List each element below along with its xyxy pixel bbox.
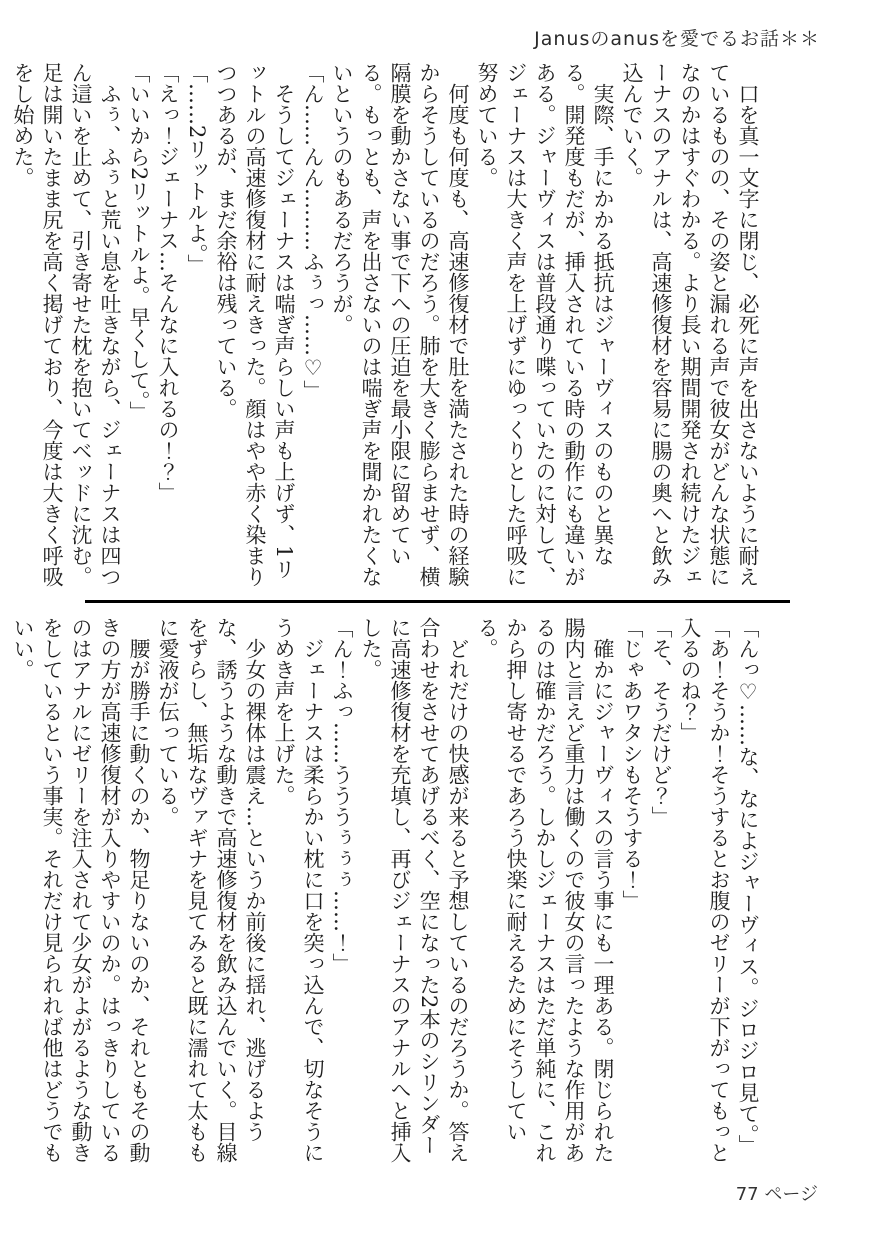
paragraph: どれだけの快感が来ると予想しているのだろうか。答え合わせをさせてあげるべく、空になった2本のシリンダーに高速修復材を充填し、再びジェーナスのアナルへと挿入した。	[359, 617, 470, 1163]
paragraph: 「そ、そうだけど？」	[649, 617, 673, 827]
paragraph: 確かにジャーヴィスの言う事にも一理ある。閉じられた腸内と言えど重力は働くので彼女の言ったような作用があるのは確かだろう。しかしジェーナスはただ単純に、これから押し寄せるであろう快楽に耐えるためにそうしている。	[475, 617, 615, 1163]
paragraph: 「じゃあワタシもそうする！」	[620, 617, 644, 911]
paragraph: 「んっ♡……な、なによジャーヴィス。ジロジロ見て。」	[736, 617, 760, 1156]
paragraph: 「いいから2リットルよ。早くして。」	[127, 62, 151, 422]
paragraph: 「えっ！ジェーナス…そんなに入れるの！？」	[156, 62, 180, 503]
paragraph: 「あ！そうか！そうするとお腹のゼリーが下がってもっと入るのね？」	[678, 617, 731, 1163]
section-divider	[85, 600, 790, 603]
bottom-text-block	[11, 617, 762, 1165]
paragraph: ジェーナスは柔らかい枕に口を突っ込んで、切なそうにうめき声を上げた。	[272, 617, 325, 1163]
paragraph: 少女の裸体は震え…というか前後に揺れ、逃げるような、誘うような動きで高速修復材を飲み込んでいく。目線をずらし、無垢なヴァギナを見てみると既に濡れて太ももに愛液が伝っている。	[156, 617, 267, 1163]
paragraph: そうしてジェーナスは喘ぎ声らしい声も上げず、1リットルの高速修復材に耐えきった。顔はやや赤く染まりつつあるが、まだ余裕は残っている。	[214, 62, 296, 587]
paragraph: 何度も何度も、高速修復材で肚を満たされた時の経験からそうしているのだろう。肺を大きく膨らませず、横隔膜を動かさない事で下への圧迫を最小限に留めている。もっとも、声を出さないのは喘ぎ声を聞かれたくないというのもあるだろうが。	[330, 62, 470, 587]
page-header-title: Janusのanusを愛でるお話＊＊	[534, 28, 820, 50]
top-text-block	[11, 62, 762, 597]
paragraph: 「ん！ふっ……うううぅぅぅ……！」	[330, 617, 354, 974]
paragraph: 「ん……んん………ふぅっ……♡」	[301, 62, 325, 401]
paragraph: ふぅ、ふぅと荒い息を吐きながら、ジェーナスは四つん這いを止めて、引き寄せた枕を抱いてベッドに沈む。足は開いたまま尻を高く掲げており、今度は大きく呼吸をし始めた。	[11, 62, 122, 587]
paragraph: 実際、手にかかる抵抗はジャーヴィスのものと異なる。開発度もだが、挿入されている時の動作にも違いがある。ジャーヴィスは普段通り喋っていたのに対して、ジェーナスは大きく声を上げずにゆっくりとした呼吸に努めている。	[475, 62, 615, 587]
paragraph: 「……2リットルよ。」	[185, 62, 209, 275]
page-number: 77 ページ	[735, 1184, 818, 1205]
paragraph: 口を真一文字に閉じ、必死に声を出さないように耐えているものの、その姿と漏れる声で彼女がどんな状態になのかはすぐわかる。より長い期間開発され続けたジェーナスのアナルは、高速修復材を容易に腸の奥へと飲み込んでいく。	[620, 62, 760, 587]
paragraph: 腰が勝手に動くのか、物足りないのか、それともその動きの方が高速修復材が入りやすいのか。はっきりしているのはアナルにゼリーを注入されて少女がよがるような動きをしているという事実。それだけ見られれば他はどうでもいい。	[11, 617, 151, 1163]
